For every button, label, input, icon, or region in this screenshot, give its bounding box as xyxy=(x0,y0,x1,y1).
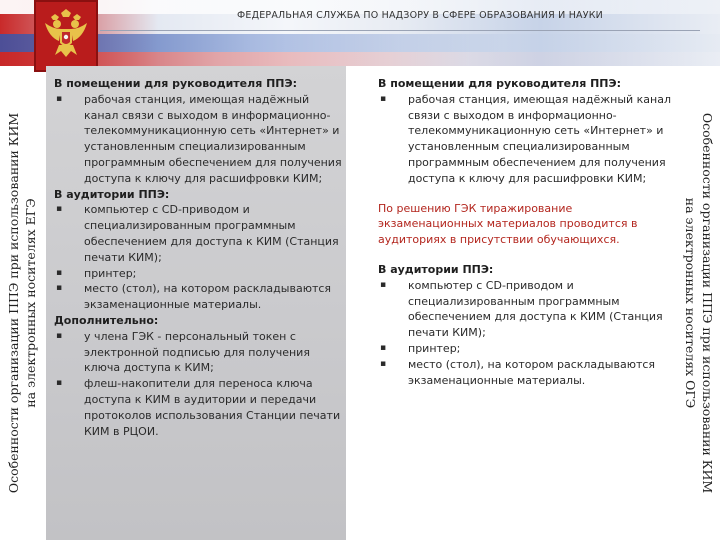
side-title-ege-line1: Особенности организации ППЭ при использовании КИМ xyxy=(6,112,21,494)
ege-head-auditorium: В аудитории ППЭ: xyxy=(54,187,170,201)
ege-item-flash: флеш-накопители для переноса ключа доступа к КИМ в аудитории и передачи протоколов использования Станции печати КИМ в РЦОИ. xyxy=(84,377,341,438)
oge-item-desk: место (стол), на котором раскладываются экзаменационные материалы. xyxy=(408,357,656,387)
eagle-emblem-icon xyxy=(41,7,91,65)
list-item xyxy=(54,266,342,282)
side-title-oge-line2: на электронных носителях ОГЭ xyxy=(683,197,698,409)
list-item xyxy=(378,341,674,357)
ege-head-manager-room: В помещении для руководителя ППЭ: xyxy=(54,77,297,90)
oge-item-computer: компьютер с CD-приводом и специализированным программным обеспечением для доступа к КИМ (Станция печати КИМ); xyxy=(408,278,663,340)
bullet-icon: ▪ xyxy=(380,279,387,290)
side-title-ege xyxy=(0,66,44,540)
list-item xyxy=(378,357,674,389)
list-item xyxy=(54,92,342,187)
bullet-icon: ▪ xyxy=(56,378,63,389)
ege-item-workstation: рабочая станция, имеющая надёжный канал связи с выходом в информационно-телекоммуникационную сеть «Интернет» и установленным специализированным программным обеспечением для получения доступа к ключу для расшифровки КИМ; xyxy=(84,92,342,185)
ege-item-token: у члена ГЭК - персональный токен с электронной подписью для получения ключа доступа к КИМ; xyxy=(84,329,310,375)
header-banner xyxy=(0,0,720,66)
side-title-oge-line1: Особенности организации ППЭ при использовании КИМ xyxy=(700,112,715,494)
oge-requirements-column xyxy=(378,76,674,388)
header-divider xyxy=(100,30,700,31)
ege-item-computer: компьютер с CD-приводом и специализированным программным обеспечением для доступа к КИМ (Станция печати КИМ); xyxy=(84,203,339,264)
bullet-icon: ▪ xyxy=(56,267,63,278)
oge-head-auditorium: В аудитории ППЭ: xyxy=(378,262,494,276)
ege-requirements-column xyxy=(54,76,342,439)
side-title-oge xyxy=(678,66,720,540)
coat-of-arms-emblem xyxy=(34,0,98,72)
flag-stripe-blue xyxy=(0,34,720,52)
oge-head-manager-room: В помещении для руководителя ППЭ: xyxy=(378,77,621,90)
ege-item-desk: место (стол), на котором раскладываются экзаменационные материалы. xyxy=(84,282,332,312)
side-title-ege-line2: на электронных носителях ЕГЭ xyxy=(23,198,38,408)
flag-stripe-red xyxy=(0,52,720,66)
oge-replication-note: По решению ГЭК тиражирование экзаменационных материалов проводится в аудиториях в присутствии обучающихся. xyxy=(378,201,638,247)
bullet-icon: ▪ xyxy=(380,342,387,353)
ege-item-printer: принтер; xyxy=(84,266,137,280)
bullet-icon: ▪ xyxy=(56,283,63,294)
oge-item-workstation: рабочая станция, имеющая надёжный канал связи с выходом в информационно-телекоммуникационную сеть «Интернет» и установленным специализированным программным обеспечением для получения доступа к ключу для расшифровки КИМ; xyxy=(408,92,672,185)
bullet-icon: ▪ xyxy=(56,330,63,341)
bullet-icon: ▪ xyxy=(56,204,63,215)
list-item xyxy=(54,281,342,313)
header-title: ФЕДЕРАЛЬНАЯ СЛУЖБА ПО НАДЗОРУ В СФЕРЕ ОБРАЗОВАНИЯ И НАУКИ xyxy=(237,10,603,21)
bullet-icon: ▪ xyxy=(380,358,387,369)
list-item xyxy=(378,278,674,341)
oge-item-printer: принтер; xyxy=(408,341,461,355)
bullet-icon: ▪ xyxy=(380,93,387,104)
list-item xyxy=(54,329,342,376)
list-item xyxy=(54,202,342,265)
bullet-icon: ▪ xyxy=(56,93,63,104)
list-item xyxy=(54,376,342,439)
ege-head-additional: Дополнительно: xyxy=(54,313,159,327)
list-item xyxy=(378,92,674,187)
